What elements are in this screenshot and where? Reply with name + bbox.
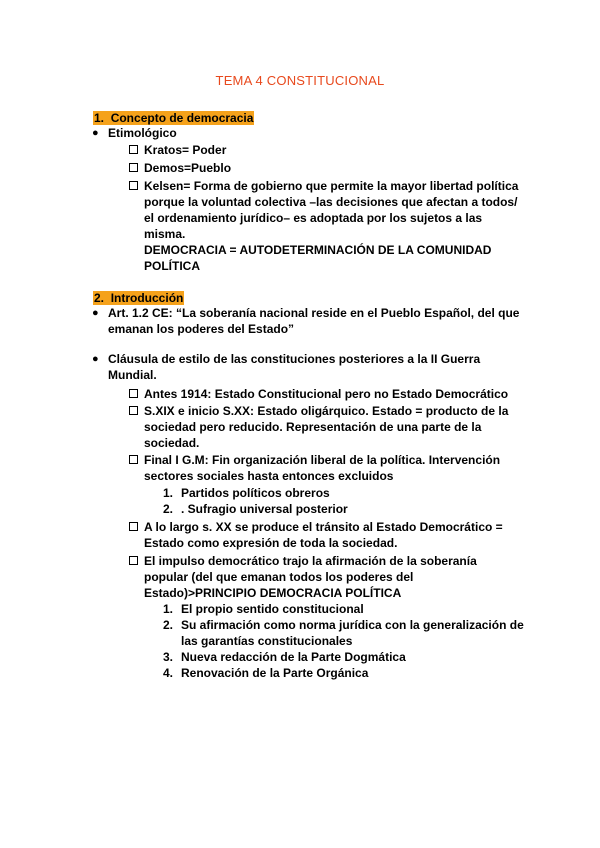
item-kelsen-line2: porque la voluntad colectiva –las decisiones que afectan a todos/	[144, 195, 518, 209]
item-demos: Demos=Pueblo	[144, 161, 232, 175]
bullet-icon: ●	[92, 127, 99, 139]
list-a-item2: . Sufragio universal posterior	[181, 502, 348, 516]
list-number: 2.	[163, 502, 174, 516]
sub-sxix-line3: sociedad.	[144, 436, 200, 450]
sub-xx-line1: A lo largo s. XX se produce el tránsito al Estado Democrático =	[144, 520, 503, 534]
list-number: 1.	[163, 602, 174, 616]
sub-impulso-line3: Estado)>PRINCIPIO DEMOCRACIA POLÍTICA	[144, 586, 402, 600]
section-2-heading	[93, 290, 184, 306]
sub-antes-1914: Antes 1914: Estado Constitucional pero no Estado Democrático	[144, 387, 509, 401]
section-1-heading	[93, 110, 254, 126]
clausula-line1: Cláusula de estilo de las constituciones posteriores a la II Guerra	[108, 352, 481, 366]
bullet-icon: ●	[92, 353, 99, 365]
section-1-number: 1.	[94, 111, 105, 125]
art-line1: Art. 1.2 CE: “La soberanía nacional reside en el Pueblo Español, del que	[108, 306, 520, 320]
checkbox-icon	[129, 455, 138, 464]
sub-sxix-line2: sociedad pero reducido. Representación de una parte de la	[144, 420, 482, 434]
list-b-item2-line1: Su afirmación como norma jurídica con la generalización de	[181, 618, 524, 632]
section-1-title: Concepto de democracia	[110, 111, 254, 125]
bullet-etimologico: Etimológico	[108, 126, 177, 140]
list-b-item1: El propio sentido constitucional	[181, 602, 364, 616]
list-number: 1.	[163, 486, 174, 500]
item-kelsen-line3: el ordenamiento jurídico– es adoptada por los sujetos a las	[144, 211, 483, 225]
page-title: TEMA 4 CONSTITUCIONAL	[215, 73, 385, 88]
sub-final-line1: Final I G.M: Fin organización liberal de la política. Intervención	[144, 453, 501, 467]
item-kelsen-line4: misma.	[144, 227, 186, 241]
bullet-icon: ●	[92, 307, 99, 319]
checkbox-icon	[129, 389, 138, 398]
sub-xx-line2: Estado como expresión de toda la sociedad.	[144, 536, 398, 550]
checkbox-icon	[129, 181, 138, 190]
list-b-item4: Renovación de la Parte Orgánica	[181, 666, 369, 680]
item-democracia-line2: POLÍTICA	[144, 259, 200, 273]
section-2-number: 2.	[94, 291, 105, 305]
list-b-item2-line2: las garantías constitucionales	[181, 634, 353, 648]
clausula-line2: Mundial.	[108, 368, 157, 382]
list-number: 2.	[163, 618, 174, 632]
sub-final-line2: sectores sociales hasta entonces excluidos	[144, 469, 394, 483]
item-kelsen-line1: Kelsen= Forma de gobierno que permite la mayor libertad política	[144, 179, 519, 193]
list-a-item1: Partidos políticos obreros	[181, 486, 330, 500]
art-line2: emanan los poderes del Estado”	[108, 322, 295, 336]
sub-sxix-line1: S.XIX e inicio S.XX: Estado oligárquico. Estado = producto de la	[144, 404, 509, 418]
item-kratos: Kratos= Poder	[144, 143, 227, 157]
checkbox-icon	[129, 163, 138, 172]
checkbox-icon	[129, 522, 138, 531]
checkbox-icon	[129, 406, 138, 415]
list-b-item3: Nueva redacción de la Parte Dogmática	[181, 650, 406, 664]
checkbox-icon	[129, 145, 138, 154]
item-democracia-line1: DEMOCRACIA = AUTODETERMINACIÓN DE LA COMUNIDAD	[144, 243, 492, 257]
list-number: 3.	[163, 650, 174, 664]
list-number: 4.	[163, 666, 174, 680]
sub-impulso-line2: popular (del que emanan todos los poderes del	[144, 570, 414, 584]
section-2-title: Introducción	[110, 291, 184, 305]
checkbox-icon	[129, 556, 138, 565]
sub-impulso-line1: El impulso democrático trajo la afirmación de la soberanía	[144, 554, 477, 568]
